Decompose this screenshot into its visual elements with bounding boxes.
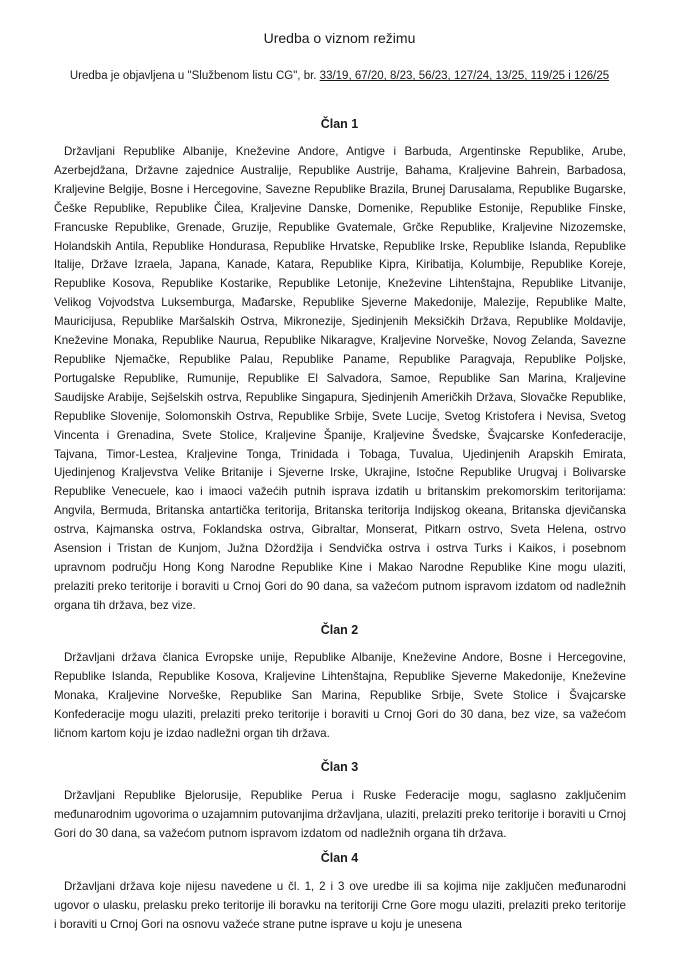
article-3-text: Državljani Republike Bjelorusije, Republike Perua i Ruske Federacije mogu, saglasno zaključenim međunarodnim ugovorima o uzajamnim putovanjima državljana, ulaziti, prelaziti preko teritorije i boraviti u Crnoj Gori do 30 dana, sa važećom putnom ispravom izdatom od nadležnih organa tih država. (54, 789, 626, 840)
article-1-text: Državljani Republike Albanije, Kneževine Andore, Antigve i Barbuda, Argentinske Republike, Arube, Azerbejdžana, Državne zajednice Australije, Republike Austrije, Bahama, Kraljevine Bahrein, Barbadosa, Kraljevine Belgije, Bosne i Hercegovine, Savezne Republike Brazila, Brunej Darusalama, Republike Bugarske, Češke Republike, Republike Čilea, Kraljevine Danske, Domenike, Republike Estonije, Republike Finske, Francuske Republike, Grenade, Gruzije, Republike Gvatemale, Grčke Republike, Kraljevine Nizozemske, Holandskih Antila, Republike Hondurasa, Republike Hrvatske, Republike Irske, Republike Islanda, Republike Italije, Države Izraela, Japana, Kanade, Katara, Republike Kipra, Kiribatija, Kolumbije, Republike Koreje, Republike Kosova, Republike Kostarike, Republike Letonije, Kneževine Lihtenštajna, Republike Litvanije, Velikog Vojvodstva Luksemburga, Mađarske, Republike Sjeverne Makedonije, Malezije, Republike Malte, Mauricijusa, Republike Maršalskih Ostrva, Mikronezije, Sjedinjenih Meksičkih Država, Republike Moldavije, Kneževine Monaka, Republike Naurua, Republike Nikaragve, Kraljevine Norveške, Novog Zelanda, Savezne Republike Njemačke, Republike Palau, Republike Paname, Republike Paragvaja, Republike Poljske, Portugalske Republike, Rumunije, Republike El Salvadora, Samoe, Republike San Marina, Kraljevine Saudijske Arabije, Sejšelskih ostrva, Republike Singapura, Sjedinjenih Američkih Država, Slovačke Republike, Republike Slovenije, Solomonskih Ostrva, Republike Srbije, Svete Lucije, Svetog Kristofera i Nevisa, Svetog Vincenta i Grenadina, Svete Stolice, Kraljevine Španije, Kraljevine Švedske, Švajcarske Konfederacije, Tajvana, Timor-Lestea, Kraljevine Tonga, Trinidada i Tobaga, Tuvalua, Ujedinjenih Arapskih Emirata, Ujedinjenog Kraljevstva Velike Britanije i Sjeverne Irske, Ukrajine, Istočne Republike Urugvaj i Bolivarske Republike Venecuele, kao i imaoci važećih putnih isprava izdatih u britanskim prekomorskim teritorijama: Angvila, Bermuda, Britanska antartička teritorija, Britanska teritorija Indijskog okeana, Britanska djevičanska ostrva, Kajmanska ostrva, Foklandska ostrva, Gibraltar, Monserat, Pitkarn ostrvo, Sveta Helena, ostrvo Asension i Tristan de Kunjom, Južna Džordžija i Sendvička ostrva i ostrva Turks i Kaikos, i posebnom upravnom području Hong Kong Narodne Republike Kine i Makao Narodne Republike Kine mogu ulaziti, prelaziti preko teritorije i boraviti u Crnoj Gori do 90 dana, sa važećom putnom ispravom izdatom od nadležnih organa tih država, bez vize. (54, 145, 626, 612)
article-4-title: Član 4 (320, 851, 359, 865)
article-1-title: Član 1 (320, 117, 359, 131)
article-2-text: Državljani država članica Evropske unije, Republike Albanije, Kneževine Andore, Bosne i Hercegovine, Republike Islanda, Republike Kosova, Kraljevine Lihtenštajna, Republike Sjeverne Makedonije, Kneževine Monaka, Kraljevine Norveške, Republike San Marina, Republike Srbije, Svete Stolice i Švajcarske Konfederacije mogu ulaziti, prelaziti preko teritorije i boraviti u Crnoj Gori do 30 dana, bez vize, sa važećom ličnom kartom koju je izdao nadležni organ tih država. (54, 651, 626, 740)
article-3-title: Član 3 (320, 760, 359, 774)
document-title: Uredba o viznom režimu (263, 30, 416, 46)
amendment-links[interactable]: 33/19, 67/20, 8/23, 56/23, 127/24, 13/25, 119/25 i 126/25 (319, 70, 610, 82)
article-4-text: Državljani država koje nijesu navedene u čl. 1, 2 i 3 ove uredbe ili sa kojima nije zaključen međunarodni ugovor o ulasku, prelasku preko teritorije ili boravku na teritoriji Crne Gore mogu ulaziti, prelaziti preko teritorije i boraviti u Crnoj Gori na osnovu važeće strane putne isprave u koju je unesena (54, 880, 626, 931)
publication-prefix: Uredba je objavljena u "Službenom listu CG", br. (69, 70, 320, 82)
article-2-title: Član 2 (320, 623, 359, 637)
publication-note (0, 70, 679, 82)
